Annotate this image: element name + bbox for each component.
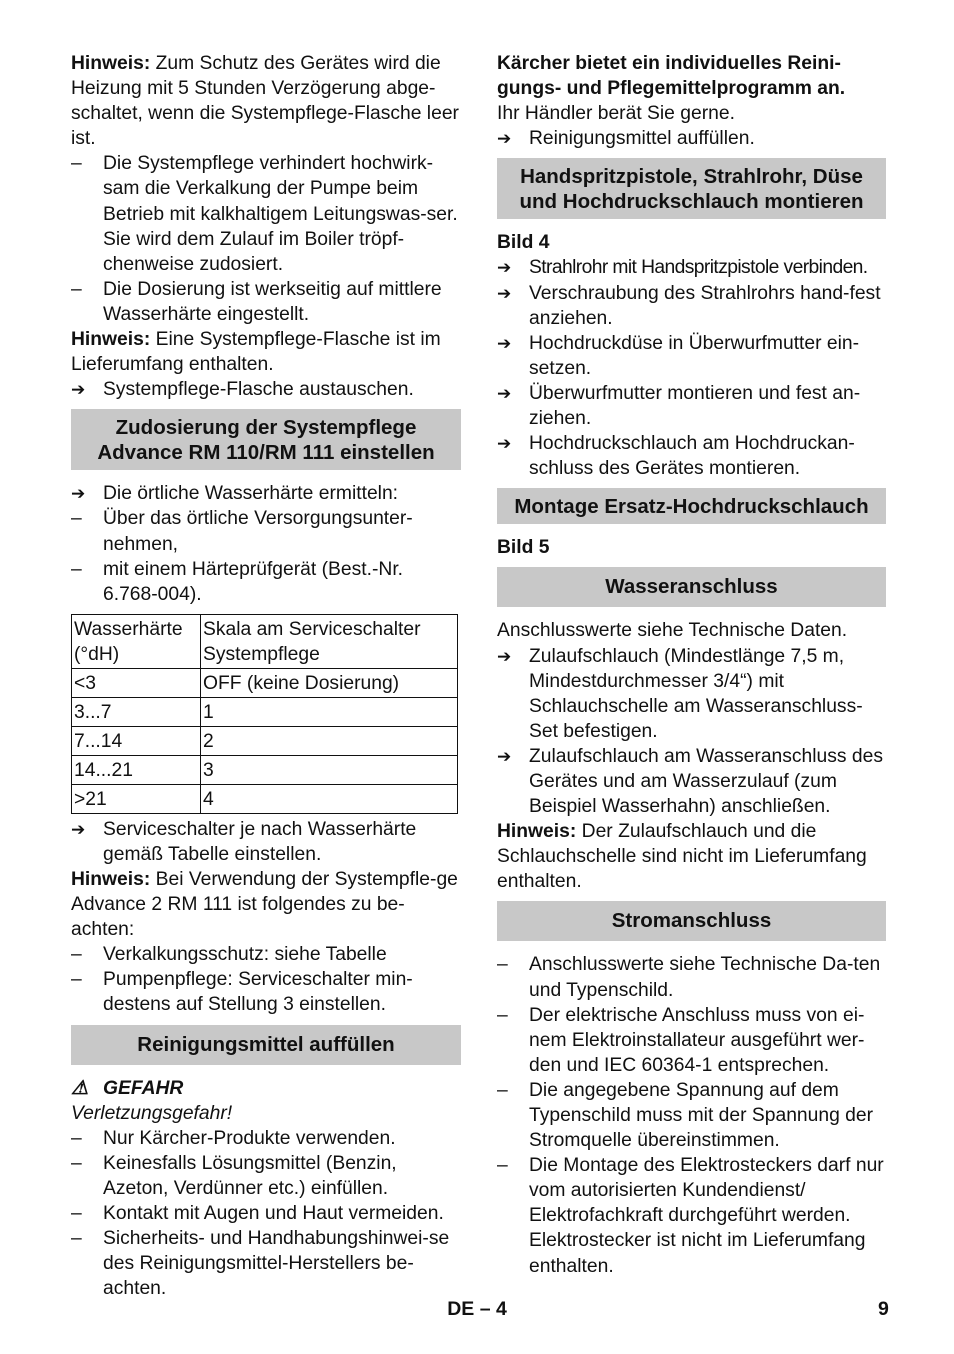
intro-bold: Kärcher bietet ein individuelles Reini-gungs- und Pflegemittelprogramm an. [497,53,846,100]
right-column [497,51,886,1279]
arrow-icon: ➔ [71,819,86,839]
injury-warning: Verletzungsgefahr! [71,1102,233,1124]
table-row [72,668,458,697]
arrow-icon: ➔ [497,333,512,353]
table-header-row [72,614,458,668]
dash-item: – mit einem Härteprüfgerät (Best.-Nr. 6.768-004). [71,558,404,605]
dealer-note: Ihr Händler berät Sie gerne. [497,103,735,125]
arrow-icon: ➔ [497,434,512,454]
arrow-icon: ➔ [497,746,512,766]
arrow-item: ➔ Systempflege-Flasche austauschen. [71,377,461,402]
dash-item: – Nur Kärcher-Produkte verwenden. [71,1126,461,1151]
arrow-icon: ➔ [71,484,86,504]
figure-ref-bild4: Bild 4 [497,232,550,254]
section-heading-stromanschluss: Stromanschluss [497,901,886,941]
dash-marker: – [497,1004,508,1026]
arrow-item: ➔ Überwurfmutter montieren und fest an-ziehen. [497,382,861,430]
arrow-item: ➔ Hochdruckdüse in Überwurfmutter ein-setzen. [497,332,860,379]
dash-item: – Die Montage des Elektrosteckers darf nur vom autorisierten Kundendienst/ Elektrofachkraft durchgeführt werden. Elektrostecker ist nicht im Lieferumfang enthalten. [497,1155,884,1277]
table-cell: OFF (keine Dosierung) [201,668,458,697]
dash-marker: – [71,969,82,991]
arrow-item: ➔ Verschraubung des Strahlrohrs hand-fest anziehen. [497,282,881,329]
section-heading-montage-ersatz: Montage Ersatz-Hochdruckschlauch [497,488,886,524]
table-cell: 2 [201,726,458,755]
arrow-item: ➔ Zulaufschlauch (Mindestlänge 7,5 m, Mindestdurchmesser 3/4“) mit Schlauchschelle am Wasseranschluss-Set befestigen. [497,645,863,742]
dash-marker: – [497,1079,508,1101]
table-row [72,726,458,755]
arrow-icon: ➔ [497,646,512,666]
dash-marker: – [71,1228,82,1250]
table-row [72,755,458,784]
dash-marker: – [71,153,82,175]
dash-item: – Verkalkungsschutz: siehe Tabelle [71,942,461,967]
warning-icon: ⚠ [71,1077,89,1099]
hinweis-paragraph: Hinweis: Der Zulaufschlauch und die Schlauchschelle sind nicht im Lieferumfang enthalten. [497,821,867,893]
dash-item: – Der elektrische Anschluss muss von ei-nem Elektroinstallateur ausgeführt wer-den und IEC 60364-1 entsprechen. [497,1004,865,1076]
table-cell: 3 [201,755,458,784]
dash-marker: – [71,1203,82,1224]
section-heading-reinigungsmittel: Reinigungsmittel auffüllen [71,1025,461,1065]
arrow-icon: ➔ [497,129,512,149]
table-cell: <3 [72,668,201,697]
dash-item: – Die Dosierung ist werkseitig auf mittlere Wasserhärte eingestellt. [71,278,442,325]
arrow-icon: ➔ [497,383,512,403]
dash-item: – Über das örtliche Versorgungsunter-nehmen, [71,508,413,555]
left-column [71,51,461,1301]
arrow-item: ➔ Hochdruckschlauch am Hochdruckan-schluss des Gerätes montieren. [497,433,855,480]
dash-marker: – [497,1155,508,1177]
arrow-item: ➔ Zulaufschlauch am Wasseranschluss des Gerätes und am Wasserzulauf (zum Beispiel Wasserhahn) anschließen. [497,745,884,818]
dash-item: – Pumpenpflege: Serviceschalter min-destens auf Stellung 3 einstellen. [71,969,413,1016]
dash-item: – Sicherheits- und Handhabungshinwei-se des Reinigungsmittel-Herstellers be-achten. [71,1228,450,1300]
table-header-cell: Wasserhärte (°dH) [72,614,201,668]
footer-section-label: DE – 4 [447,1298,507,1320]
section-heading-wasseranschluss: Wasseranschluss [497,567,886,607]
arrow-icon: ➔ [497,258,512,278]
hinweis-paragraph: Hinweis: Bei Verwendung der Systempfle-ge Advance 2 RM 111 ist folgendes zu be-achten: [71,868,458,941]
hinweis-paragraph: Hinweis: Eine Systempflege-Flasche ist im Lieferumfang enthalten. [71,329,441,376]
dash-item: – Die Systempflege verhindert hochwirk-sam die Verkalkung der Pumpe beim Betrieb mit kalkhaltigem Leitungswas-ser. Sie wird dem Zulauf im Boiler tröpf-chenweise zudosiert. [71,153,458,275]
arrow-item: ➔ Reinigungsmittel auffüllen. [497,126,886,151]
dash-item: – Die angegebene Spannung auf dem Typenschild muss mit der Spannung der Stromquelle übereinstimmen. [497,1079,874,1152]
figure-ref-bild5: Bild 5 [497,537,550,559]
table-header-cell: Skala am Serviceschalter Systempflege [201,614,458,668]
dash-marker: – [71,1127,82,1149]
water-hardness-table [71,614,458,814]
dash-marker: – [71,558,82,580]
arrow-item: ➔ Die örtliche Wasserhärte ermitteln: [71,481,461,506]
table-cell: 1 [201,697,458,726]
page-number: 9 [878,1298,889,1320]
section-heading-zudosierung: Zudosierung der Systempflege Advance RM 110/RM 111 einstellen [71,409,461,470]
table-cell: 14...21 [72,755,201,784]
arrow-item: ➔ Strahlrohr mit Handspritzpistole verbinden. [497,255,886,280]
table-cell: >21 [72,784,201,813]
dash-marker: – [497,954,508,976]
table-cell: 3...7 [72,697,201,726]
table-cell: 7...14 [72,726,201,755]
dash-item: – Anschlusswerte siehe Technische Da-ten und Typenschild. [497,954,881,1001]
danger-label: ⚠ GEFAHR [71,1076,461,1101]
hinweis-paragraph: Hinweis: Zum Schutz des Gerätes wird die Heizung mit 5 Stunden Verzögerung abge-schaltet, wenn die Systempflege-Flasche leer ist. [71,53,459,150]
table-row [72,697,458,726]
section-heading-handspritzpistole: Handspritzpistole, Strahlrohr, Düse und Hochdruckschlauch montieren [497,158,886,219]
connection-values-note: Anschlusswerte siehe Technische Daten. [497,620,848,642]
dash-item: – Kontakt mit Augen und Haut vermeiden. [71,1201,461,1226]
dash-marker: – [71,508,82,530]
dash-marker: – [71,278,82,300]
dash-item: – Keinesfalls Lösungsmittel (Benzin, Azeton, Verdünner etc.) einfüllen. [71,1152,397,1199]
dash-marker: – [71,944,82,966]
table-cell: 4 [201,784,458,813]
arrow-icon: ➔ [497,283,512,303]
dash-marker: – [71,1152,82,1174]
table-row [72,784,458,813]
arrow-item: ➔ Serviceschalter je nach Wasserhärte gemäß Tabelle einstellen. [71,818,417,865]
arrow-icon: ➔ [71,380,86,400]
